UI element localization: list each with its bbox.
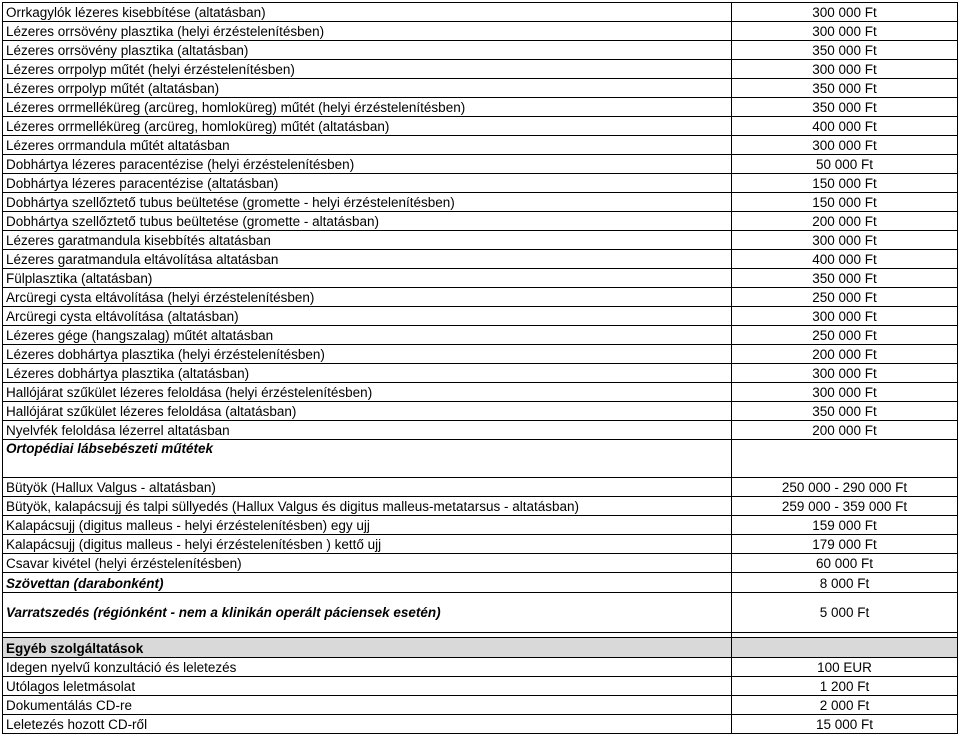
ortho-title-price-cell — [732, 440, 958, 477]
price-table — [2, 2, 958, 734]
table-row — [3, 3, 958, 22]
service-price: 150 000 Ft — [732, 193, 958, 211]
table-row — [3, 658, 958, 677]
service-name: Arcüregi cysta eltávolítása (helyi érzéstelenítésben) — [3, 288, 732, 306]
service-price: 300 000 Ft — [732, 307, 958, 325]
service-price: 259 000 - 359 000 Ft — [732, 497, 958, 515]
service-price: 300 000 Ft — [732, 60, 958, 78]
table-row — [3, 22, 958, 41]
table-row — [3, 364, 958, 383]
table-row — [3, 421, 958, 440]
service-name: Utólagos leletmásolat — [3, 677, 732, 695]
table-row — [3, 98, 958, 117]
other-title-price-cell — [732, 638, 958, 657]
service-name: Lézeres orrpolyp műtét (helyi érzéstelenítésben) — [3, 60, 732, 78]
service-name: Lézeres orrmelléküreg (arcüreg, homloküreg) műtét (helyi érzéstelenítésben) — [3, 98, 732, 116]
service-name: Arcüregi cysta eltávolítása (altatásban) — [3, 307, 732, 325]
service-name: Lézeres dobhártya plasztika (altatásban) — [3, 364, 732, 382]
varrat-price: 5 000 Ft — [732, 593, 958, 632]
table-row — [3, 345, 958, 364]
service-price: 1 200 Ft — [732, 677, 958, 695]
service-price: 400 000 Ft — [732, 117, 958, 135]
ortho-section — [3, 478, 958, 573]
service-price: 50 000 Ft — [732, 155, 958, 173]
table-row — [3, 250, 958, 269]
service-name: Orrkagylók lézeres kisebbítése (altatásban) — [3, 3, 732, 21]
service-price: 350 000 Ft — [732, 269, 958, 287]
table-row — [3, 383, 958, 402]
service-name: Lézeres orrmelléküreg (arcüreg, homloküreg) műtét (altatásban) — [3, 117, 732, 135]
service-name: Dobhártya szellőztető tubus beültetése (gromette - helyi érzéstelenítésben) — [3, 193, 732, 211]
table-row — [3, 402, 958, 421]
service-price: 179 000 Ft — [732, 535, 958, 553]
table-row — [3, 174, 958, 193]
service-name: Idegen nyelvű konzultáció és leletezés — [3, 658, 732, 676]
service-name: Fülplasztika (altatásban) — [3, 269, 732, 287]
table-row — [3, 677, 958, 696]
service-name: Lézeres garatmandula eltávolítása altatásban — [3, 250, 732, 268]
table-row — [3, 696, 958, 715]
service-price: 200 000 Ft — [732, 212, 958, 230]
varrat-row — [3, 593, 958, 633]
table-row — [3, 535, 958, 554]
table-row — [3, 79, 958, 98]
other-section-header — [3, 638, 958, 658]
service-name: Lézeres orrmandula műtét altatásban — [3, 136, 732, 154]
service-price: 300 000 Ft — [732, 231, 958, 249]
service-name: Hallójárat szűkület lézeres feloldása (altatásban) — [3, 402, 732, 420]
service-price: 250 000 Ft — [732, 288, 958, 306]
service-price: 350 000 Ft — [732, 79, 958, 97]
service-price: 250 000 Ft — [732, 326, 958, 344]
service-price: 159 000 Ft — [732, 516, 958, 534]
table-row — [3, 497, 958, 516]
szovettan-price: 8 000 Ft — [732, 573, 958, 592]
szovettan-name: Szövettan (darabonként) — [3, 573, 732, 592]
table-row — [3, 155, 958, 174]
service-name: Dokumentálás CD-re — [3, 696, 732, 714]
table-row — [3, 478, 958, 497]
spacer-cell-2 — [732, 633, 958, 637]
service-name: Dobhártya lézeres paracentézise (helyi érzéstelenítésben) — [3, 155, 732, 173]
service-price: 300 000 Ft — [732, 383, 958, 401]
table-row — [3, 715, 958, 734]
service-price: 300 000 Ft — [732, 136, 958, 154]
service-price: 400 000 Ft — [732, 250, 958, 268]
table-row — [3, 117, 958, 136]
ortho-section-header — [3, 440, 958, 478]
service-name: Csavar kivétel (helyi érzéstelenítésben) — [3, 554, 732, 572]
service-name: Hallójárat szűkület lézeres feloldása (helyi érzéstelenítésben) — [3, 383, 732, 401]
service-name: Leletezés hozott CD-ről — [3, 715, 732, 733]
service-name: Lézeres orrsövény plasztika (helyi érzéstelenítésben) — [3, 22, 732, 40]
service-price: 350 000 Ft — [732, 41, 958, 59]
ent-section — [3, 3, 958, 440]
other-title: Egyéb szolgáltatások — [3, 638, 732, 657]
table-row — [3, 212, 958, 231]
service-price: 350 000 Ft — [732, 98, 958, 116]
service-name: Lézeres garatmandula kisebbítés altatásban — [3, 231, 732, 249]
table-row — [3, 193, 958, 212]
table-row — [3, 136, 958, 155]
other-section — [3, 658, 958, 734]
service-name: Dobhártya szellőztető tubus beültetése (gromette - altatásban) — [3, 212, 732, 230]
service-price: 300 000 Ft — [732, 364, 958, 382]
service-name: Dobhártya lézeres paracentézise (altatásban) — [3, 174, 732, 192]
service-price: 100 EUR — [732, 658, 958, 676]
spacer-cell — [3, 633, 732, 637]
service-price: 150 000 Ft — [732, 174, 958, 192]
table-row — [3, 269, 958, 288]
ortho-title: Ortopédiai lábsebészeti műtétek — [3, 440, 732, 477]
service-name: Lézeres orrsövény plasztika (altatásban) — [3, 41, 732, 59]
service-name: Kalapácsujj (digitus malleus - helyi érzéstelenítésben) egy ujj — [3, 516, 732, 534]
table-row — [3, 60, 958, 79]
service-name: Lézeres orrpolyp műtét (altatásban) — [3, 79, 732, 97]
service-name: Kalapácsujj (digitus malleus - helyi érzéstelenítésben ) kettő ujj — [3, 535, 732, 553]
service-price: 300 000 Ft — [732, 3, 958, 21]
table-row — [3, 288, 958, 307]
table-row — [3, 307, 958, 326]
service-price: 15 000 Ft — [732, 715, 958, 733]
table-row — [3, 41, 958, 60]
service-name: Bütyök (Hallux Valgus - altatásban) — [3, 478, 732, 496]
service-price: 200 000 Ft — [732, 345, 958, 363]
table-row — [3, 326, 958, 345]
table-row — [3, 516, 958, 535]
service-name: Lézeres gége (hangszalag) műtét altatásban — [3, 326, 732, 344]
service-price: 300 000 Ft — [732, 22, 958, 40]
service-name: Lézeres dobhártya plasztika (helyi érzéstelenítésben) — [3, 345, 732, 363]
service-price: 350 000 Ft — [732, 402, 958, 420]
varrat-name: Varratszedés (régiónként - nem a klinikán operált páciensek esetén) — [3, 593, 732, 632]
service-price: 250 000 - 290 000 Ft — [732, 478, 958, 496]
table-row — [3, 231, 958, 250]
service-price: 200 000 Ft — [732, 421, 958, 439]
table-row — [3, 554, 958, 573]
szovettan-row — [3, 573, 958, 593]
service-price: 60 000 Ft — [732, 554, 958, 572]
service-price: 2 000 Ft — [732, 696, 958, 714]
service-name: Nyelvfék feloldása lézerrel altatásban — [3, 421, 732, 439]
service-name: Bütyök, kalapácsujj és talpi süllyedés (Hallux Valgus és digitus malleus-metatarsus - altatásban) — [3, 497, 732, 515]
